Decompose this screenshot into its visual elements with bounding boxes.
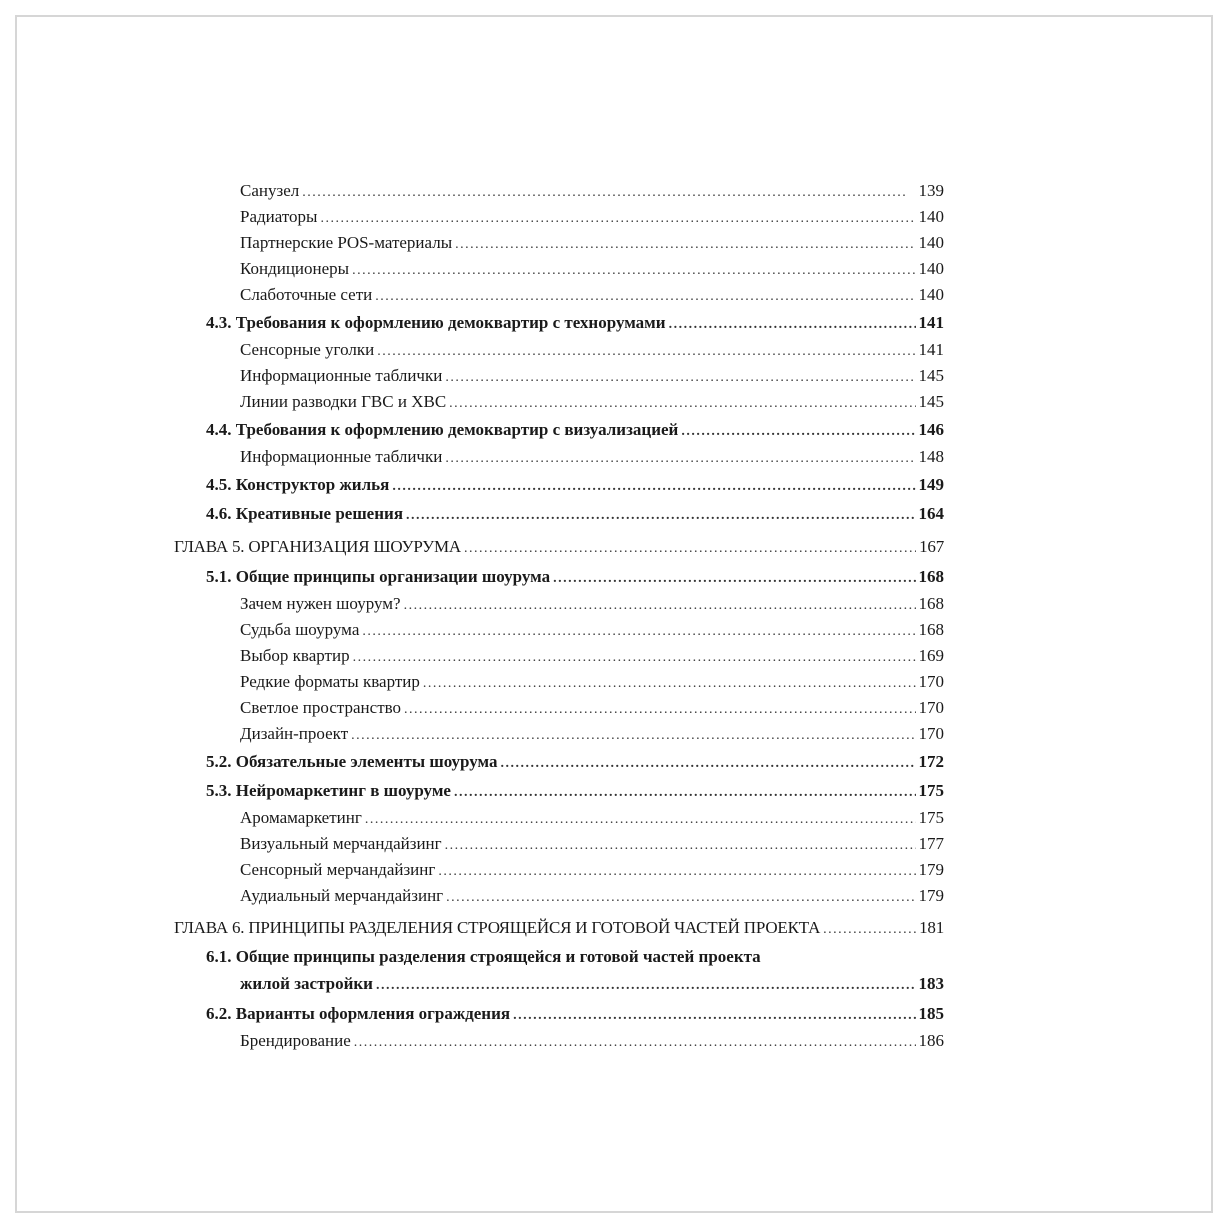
leader-dots <box>553 564 915 593</box>
toc-entry[interactable] <box>174 747 944 776</box>
toc-entry-title: Информационные таблички <box>240 447 443 466</box>
leader-dots <box>445 833 916 859</box>
leader-dots <box>302 180 915 206</box>
leader-dots <box>464 534 916 564</box>
toc-entry-page: 140 <box>918 259 944 278</box>
toc-entry-title-continued: жилой застройки <box>240 974 373 993</box>
toc-entry[interactable] <box>174 617 944 643</box>
toc-entry-page: 168 <box>918 567 944 586</box>
toc-entry-page: 148 <box>918 447 944 466</box>
toc-entry-page: 140 <box>918 285 944 304</box>
toc-entry-page: 164 <box>918 504 944 523</box>
toc-entry-title: Сенсорный мерчандайзинг <box>240 860 436 879</box>
toc-entry-title: 5.3. Нейромаркетинг в шоуруме <box>206 781 451 800</box>
leader-dots <box>351 723 915 749</box>
leader-dots <box>354 1030 916 1056</box>
toc-entry[interactable] <box>174 776 944 805</box>
leader-dots <box>449 391 915 417</box>
toc-entry[interactable] <box>174 204 944 230</box>
toc-entry-title: 4.6. Креативные решения <box>206 504 404 523</box>
leader-dots <box>362 619 915 645</box>
leader-dots <box>445 365 915 391</box>
toc-entry-title: 4.4. Требования к оформлению демоквартир с визуализацией <box>206 420 679 439</box>
toc-entry-title: Санузел <box>240 181 300 200</box>
toc-entry-page: 167 <box>919 537 944 556</box>
toc-entry[interactable] <box>174 1028 944 1054</box>
toc-entry-title: 6.2. Варианты оформления ограждения <box>206 1004 511 1023</box>
leader-dots <box>404 593 916 619</box>
toc-entry[interactable] <box>174 415 944 444</box>
toc-entry-title: Светлое пространство <box>240 698 402 717</box>
toc-entry[interactable] <box>174 337 944 363</box>
toc-entry-title: Кондиционеры <box>240 259 350 278</box>
toc-entry-title: Дизайн-проект <box>240 724 349 743</box>
toc-entry-page: 179 <box>918 886 944 905</box>
toc-entry-title: 4.5. Конструктор жилья <box>206 475 390 494</box>
toc-entry[interactable] <box>174 857 944 883</box>
toc-entry-page: 141 <box>918 313 944 332</box>
toc-entry[interactable] <box>174 695 944 721</box>
leader-dots <box>365 807 916 833</box>
toc-entry-page: 170 <box>918 724 944 743</box>
toc-entry-page: 179 <box>918 860 944 879</box>
toc-entry-page: 168 <box>918 620 944 639</box>
toc-chapter[interactable] <box>174 913 944 943</box>
toc-entry[interactable] <box>174 389 944 415</box>
leader-dots <box>404 697 915 723</box>
toc-entry-title: Зачем нужен шоурум? <box>240 594 401 613</box>
toc-entry-page: 145 <box>918 366 944 385</box>
toc-entry-title: Информационные таблички <box>240 366 443 385</box>
toc-entry-page: 175 <box>918 781 944 800</box>
toc-entry[interactable] <box>174 943 944 999</box>
toc-entry-title: 4.3. Требования к оформлению демоквартир с технорумами <box>206 313 666 332</box>
leader-dots <box>423 671 916 697</box>
leader-dots <box>445 446 915 472</box>
toc-entry[interactable] <box>174 282 944 308</box>
toc-entry-title: Выбор квартир <box>240 646 350 665</box>
toc-entry[interactable] <box>174 470 944 499</box>
toc-entry-title: Судьба шоурума <box>240 620 360 639</box>
leader-dots <box>501 749 916 778</box>
toc-entry[interactable] <box>174 883 944 909</box>
toc-entry-title: ГЛАВА 5. ОРГАНИЗАЦИЯ ШОУРУМА <box>174 537 461 556</box>
leader-dots <box>320 206 915 232</box>
toc-entry[interactable] <box>174 230 944 256</box>
toc-entry-page: 141 <box>918 340 944 359</box>
leader-dots <box>352 258 915 284</box>
leader-dots <box>513 1001 915 1030</box>
toc-entry-page: 146 <box>918 420 944 439</box>
toc-entry-page: 186 <box>918 1031 944 1050</box>
toc-entry-title: Сенсорные уголки <box>240 340 375 359</box>
toc-entry-title: Аромамаркетинг <box>240 808 362 827</box>
toc-entry[interactable] <box>174 831 944 857</box>
leader-dots <box>454 778 916 807</box>
toc-entry-page: 172 <box>918 752 944 771</box>
leader-dots <box>669 310 916 339</box>
toc-entry-page: 170 <box>918 698 944 717</box>
toc-entry-title: Брендирование <box>240 1031 351 1050</box>
toc-entry[interactable] <box>174 178 944 204</box>
leader-dots <box>681 417 915 446</box>
toc-entry-title: Аудиальный мерчандайзинг <box>240 886 444 905</box>
leader-dots <box>406 501 915 530</box>
toc-entry[interactable] <box>174 499 944 528</box>
toc-entry-page: 175 <box>918 808 944 827</box>
toc-entry-page: 170 <box>918 672 944 691</box>
toc-entry-page: 181 <box>919 918 944 937</box>
toc-entry[interactable] <box>174 669 944 695</box>
toc-entry-title: 6.1. Общие принципы разделения строящейся и готовой частей проекта <box>206 947 761 966</box>
toc-entry[interactable] <box>174 256 944 282</box>
leader-dots <box>377 339 915 365</box>
leader-dots <box>353 645 916 671</box>
toc-entry[interactable] <box>174 643 944 669</box>
toc-entry-title: ГЛАВА 6. ПРИНЦИПЫ РАЗДЕЛЕНИЯ СТРОЯЩЕЙСЯ И ГОТОВОЙ ЧАСТЕЙ ПРОЕКТА <box>174 918 821 937</box>
table-of-contents <box>174 178 944 1054</box>
toc-entry-page: 149 <box>918 475 944 494</box>
toc-entry-title: Слаботочные сети <box>240 285 373 304</box>
toc-entry-title: Линии разводки ГВС и ХВС <box>240 392 447 411</box>
toc-entry[interactable] <box>174 999 944 1028</box>
toc-entry-page: 140 <box>918 207 944 226</box>
toc-entry-page: 185 <box>918 1004 944 1023</box>
toc-entry-page: 168 <box>918 594 944 613</box>
toc-entry-title: Партнерские POS-материалы <box>240 233 453 252</box>
toc-chapter[interactable] <box>174 532 944 562</box>
toc-entry[interactable] <box>174 805 944 831</box>
toc-entry[interactable] <box>174 591 944 617</box>
leader-dots <box>376 972 916 999</box>
toc-entry[interactable] <box>174 562 944 591</box>
leader-dots <box>392 472 915 501</box>
toc-entry-page: 183 <box>918 974 944 993</box>
leader-dots <box>438 859 915 885</box>
toc-entry-title: Радиаторы <box>240 207 318 226</box>
toc-entry-page: 169 <box>918 646 944 665</box>
toc-entry-page: 139 <box>918 181 944 200</box>
leader-dots <box>446 885 915 911</box>
toc-entry-title: Редкие форматы квартир <box>240 672 420 691</box>
leader-dots <box>455 232 915 258</box>
leader-dots <box>823 915 916 945</box>
toc-entry-title: 5.1. Общие принципы организации шоурума <box>206 567 551 586</box>
toc-entry[interactable] <box>174 721 944 747</box>
toc-entry-page: 140 <box>918 233 944 252</box>
toc-entry[interactable] <box>174 444 944 470</box>
toc-entry[interactable] <box>174 308 944 337</box>
toc-entry-page: 177 <box>918 834 944 853</box>
leader-dots <box>375 284 915 310</box>
toc-entry-title: 5.2. Обязательные элементы шоурума <box>206 752 498 771</box>
toc-entry[interactable] <box>174 363 944 389</box>
toc-entry-page: 145 <box>918 392 944 411</box>
toc-entry-title: Визуальный мерчандайзинг <box>240 834 442 853</box>
